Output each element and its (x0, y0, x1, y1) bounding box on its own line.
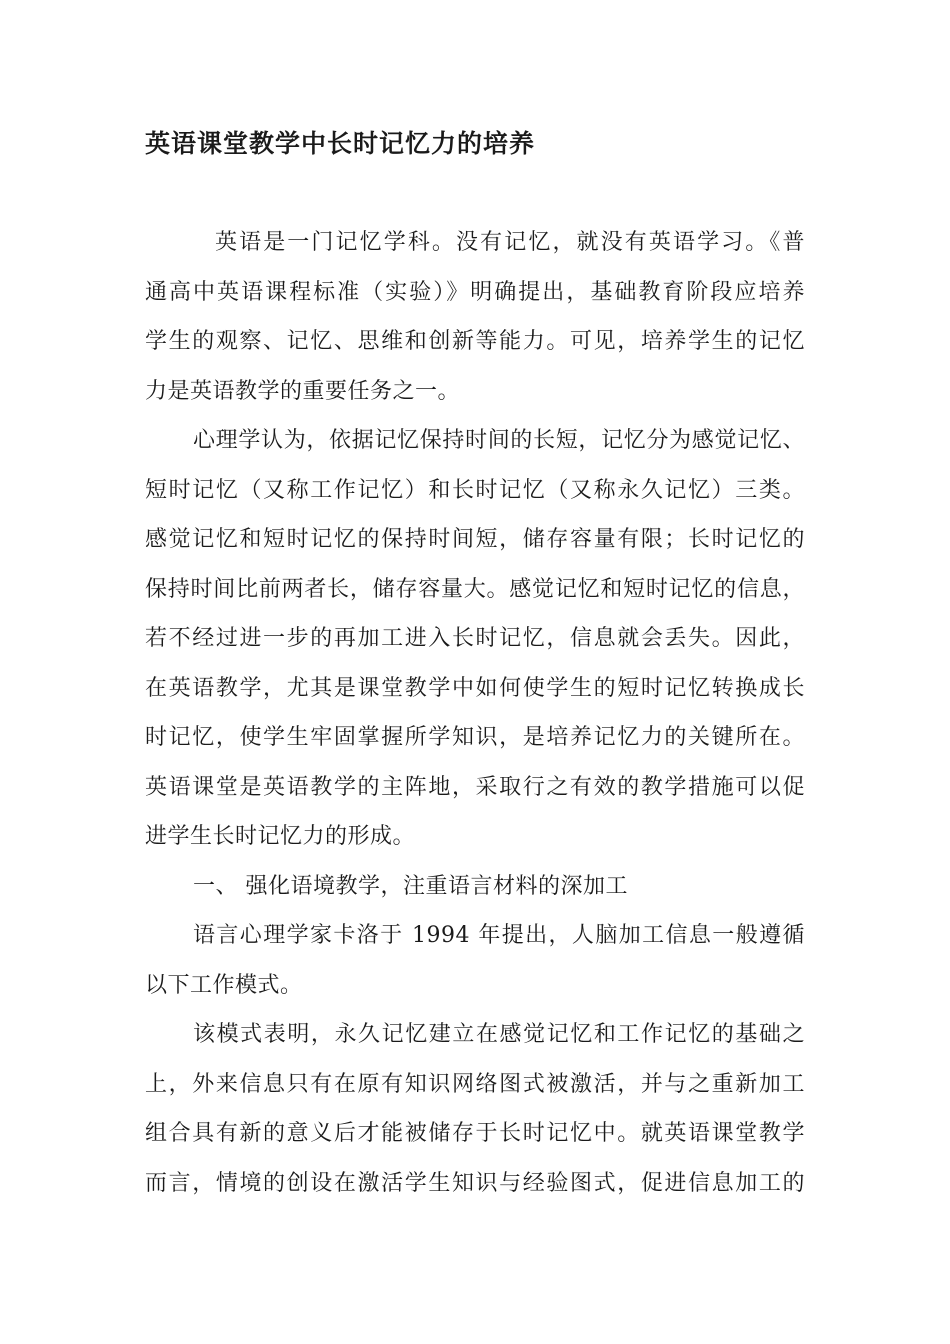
body-line: 而言，情境的创设在激活学生知识与经验图式，促进信息加工的 (145, 1170, 805, 1196)
body-line: 心理学认为，依据记忆保持时间的长短，记忆分为感觉记忆、 (193, 428, 805, 453)
body-line: 短时记忆（又称工作记忆）和长时记忆（又称永久记忆）三类。 (145, 477, 805, 503)
body-line: 通高中英语课程标准（实验）》明确提出，基础教育阶段应培养 (145, 279, 805, 305)
body-line: 在英语教学，尤其是课堂教学中如何使学生的短时记忆转换成长 (145, 675, 805, 701)
body-line: 保持时间比前两者长，储存容量大。感觉记忆和短时记忆的信息， (145, 576, 805, 602)
body-line: 若不经过进一步的再加工进入长时记忆，信息就会丢失。因此， (145, 626, 805, 651)
body-line: 该模式表明，永久记忆建立在感觉记忆和工作记忆的基础之 (193, 1022, 805, 1047)
body-line: 感觉记忆和短时记忆的保持时间短，储存容量有限；长时记忆的 (145, 527, 805, 552)
body-line: 组合具有新的意义后才能被储存于长时记忆中。就英语课堂教学 (145, 1121, 805, 1146)
body-line: 时记忆，使学生牢固掌握所学知识，是培养记忆力的关键所在。 (145, 725, 805, 750)
body-line: 学生的观察、记忆、思维和创新等能力。可见，培养学生的记忆 (145, 329, 805, 354)
document-title: 英语课堂教学中长时记忆力的培养 (145, 129, 536, 158)
body-line: 力是英语教学的重要任务之一。 (145, 378, 461, 404)
document-body (145, 225, 805, 1215)
body-line: 语言心理学家卡洛于 1994 年提出，人脑加工信息一般遵循 (193, 923, 805, 948)
body-line: 上，外来信息只有在原有知识网络图式被激活，并与之重新加工 (145, 1071, 805, 1097)
body-line: 英语课堂是英语教学的主阵地，采取行之有效的教学措施可以促 (145, 774, 805, 800)
body-line: 英语是一门记忆学科。没有记忆，就没有英语学习。《普 (215, 230, 805, 255)
body-line: 以下工作模式。 (145, 972, 303, 998)
section-heading: 一、 强化语境教学，注重语言材料的深加工 (193, 873, 628, 899)
body-line: 进学生长时记忆力的形成。 (145, 824, 416, 849)
